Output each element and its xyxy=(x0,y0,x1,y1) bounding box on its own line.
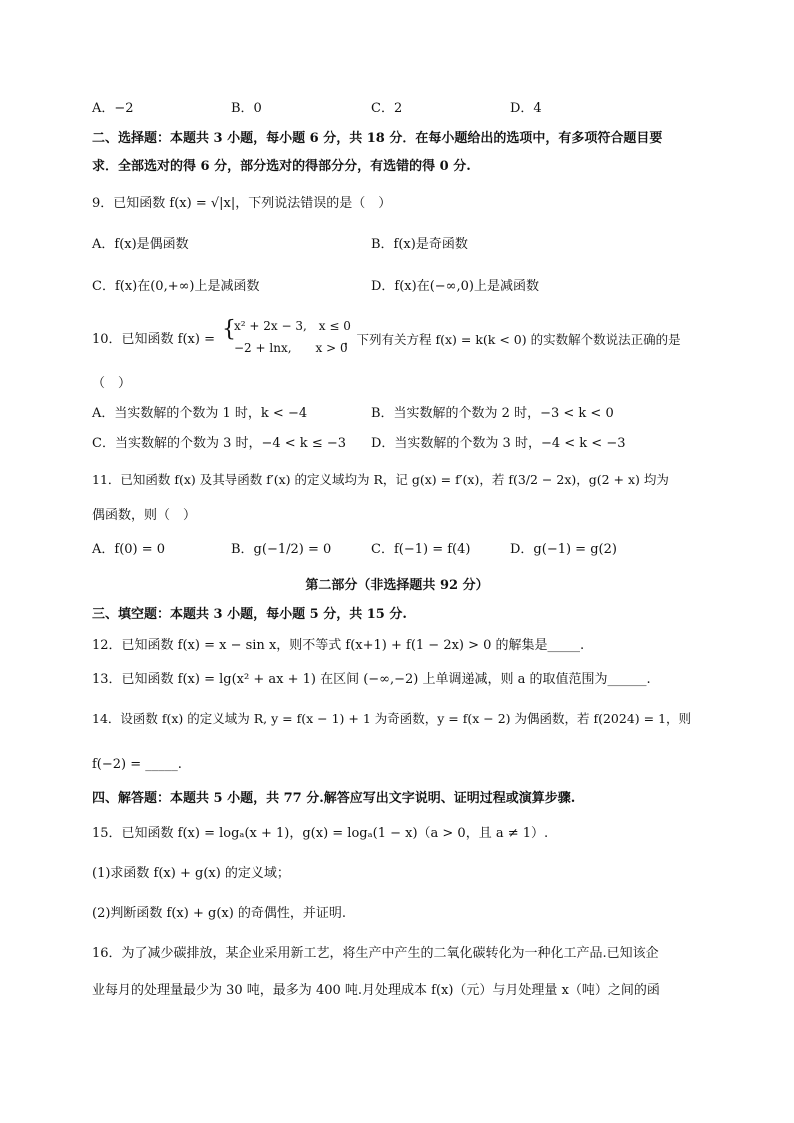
q15-part1: (1)求函数 f(x) + g(x) 的定义域； xyxy=(92,866,290,881)
q9-option-c: C．f(x)在(0,+∞)上是减函数 xyxy=(92,279,260,294)
q9-option-a: A．f(x)是偶函数 xyxy=(92,237,189,252)
section2-heading-line2: 求．全部选对的得 6 分，部分选对的得部分分，有选错的得 0 分. xyxy=(92,159,471,174)
q10-stem-pre: 10．已知函数 f(x) = xyxy=(92,332,215,347)
q16-stem-line1: 16．为了减少碳排放，某企业采用新工艺，将生产中产生的二氧化碳转化为一种化工产品.已知该企 xyxy=(92,946,659,961)
q8-option-a: A．−2 xyxy=(92,101,134,116)
q14-stem-line1: 14．设函数 f(x) 的定义域为 R, y = f(x − 1) + 1 为奇函数，y = f(x − 2) 为偶函数，若 f(2024) = 1，则 xyxy=(92,711,692,726)
q11-stem-line2: 偶函数，则（ ） xyxy=(92,508,197,523)
section4-heading: 四、解答题：本题共 5 小题，共 77 分.解答应写出文字说明、证明过程或演算步骤. xyxy=(92,791,576,806)
section3-heading: 三、填空题：本题共 3 小题，每小题 5 分，共 15 分. xyxy=(92,607,407,622)
q15-part2: (2)判断函数 f(x) + g(x) 的奇偶性，并证明. xyxy=(92,906,347,921)
q11-option-b: B．g(−1/2) = 0 xyxy=(231,542,332,557)
q8-option-b: B．0 xyxy=(231,101,262,116)
q10-option-c: C．当实数解的个数为 3 时，−4 < k ≤ −3 xyxy=(92,436,347,451)
q9-stem: 9．已知函数 f(x) = √|x|，下列说法错误的是（ ） xyxy=(92,196,392,211)
q11-stem-line1: 11．已知函数 f(x) 及其导函数 f′(x) 的定义域均为 R，记 g(x) = f′(x)，若 f(3/2 − 2x)，g(2 + x) 均为 xyxy=(92,472,669,487)
q8-option-d: D．4 xyxy=(510,101,542,116)
q10-option-d: D．当实数解的个数为 3 时，−4 < k < −3 xyxy=(371,436,626,451)
q14-stem-line2: f(−2) = _____. xyxy=(92,757,182,772)
section2-heading-line1: 二、选择题：本题共 3 小题，每小题 6 分，共 18 分．在每小题给出的选项中，有多项符合题目要 xyxy=(92,131,663,146)
q13-stem: 13．已知函数 f(x) = lg(x² + ax + 1) 在区间 (−∞,−2) 上单调递减，则 a 的取值范围为______. xyxy=(92,672,651,687)
q10-piece1: x² + 2x − 3, x ≤ 0 xyxy=(234,319,351,333)
q11-option-c: C．f(−1) = f(4) xyxy=(371,542,471,557)
q10-stem-post: ，下列有关方程 f(x) = k(k < 0) 的实数解个数说法正确的是 xyxy=(344,332,681,347)
q10-brace: { xyxy=(222,317,236,342)
part2-title: 第二部分（非选择题共 92 分） xyxy=(305,578,489,593)
q10-option-b: B．当实数解的个数为 2 时，−3 < k < 0 xyxy=(371,406,614,421)
q11-option-a: A．f(0) = 0 xyxy=(92,542,166,557)
q16-stem-line2: 业每月的处理量最少为 30 吨，最多为 400 吨.月处理成本 f(x)（元）与月处理量 x（吨）之间的函 xyxy=(92,983,660,998)
q10-piece2: −2 + lnx, x > 0 xyxy=(234,341,348,355)
q8-option-c: C．2 xyxy=(371,101,403,116)
q12-stem: 12．已知函数 f(x) = x − sin x，则不等式 f(x+1) + f(1 − 2x) > 0 的解集是_____. xyxy=(92,638,585,653)
q10-option-a: A．当实数解的个数为 1 时，k < −4 xyxy=(92,406,308,421)
q10-paren: （ ） xyxy=(92,376,132,391)
q15-stem: 15．已知函数 f(x) = logₐ(x + 1)，g(x) = logₐ(1 − x)（a > 0，且 a ≠ 1）. xyxy=(92,826,549,841)
q11-option-d: D．g(−1) = g(2) xyxy=(510,542,617,557)
q9-option-b: B．f(x)是奇函数 xyxy=(371,237,468,252)
q9-option-d: D．f(x)在(−∞,0)上是减函数 xyxy=(371,279,539,294)
